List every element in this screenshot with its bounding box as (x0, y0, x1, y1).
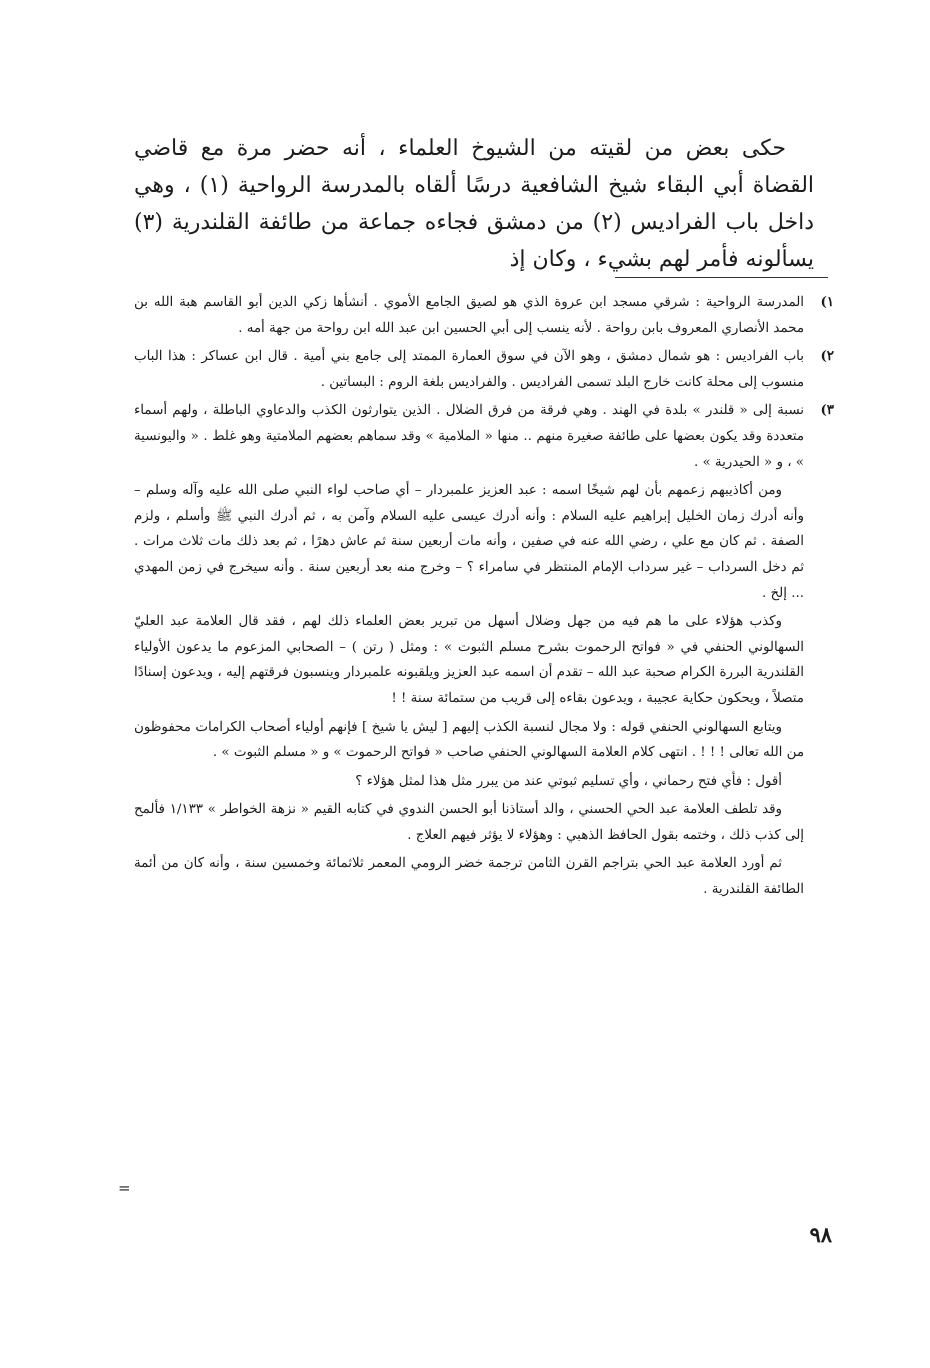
footnote-continuation: أقول : فأي فتح رحماني ، وأي تسليم ثبوتي عند من يبرر مثل هذا لمثل هؤلاء ؟ (355, 773, 782, 789)
footnote-text: نسبة إلى « قلندر » بلدة في الهند . وهي فرقة من فرق الضلال . الذين يتوارثون الكذب والدعاوي الباطلة ، ولهم أسماء متعددة وقد يكون بعضها على طائفة صغيرة منهم .. منها « الملامية » وقد سماهم بعضهم الملامتية وهو غلط . « واليونسية » ، و « الحيدرية » . (134, 403, 804, 470)
footnote-continuation: وكذب هؤلاء على ما هم فيه من جهل وضلال أسهل من تبرير بعض العلماء ذلك لهم ، فقد قال العلامة عبد العليّ السهالوني الحنفي في « فواتح الرحموت بشرح مسلم الثبوت » : ومثل ( رتن ) – الصحابي المزعوم ما يدعون الأولياء القلندرية البررة الكرام صحبة عبد الله – تقدم أن اسمه عبد العزيز ويلقبونه علمبردار وينسبون فرقتهم إليه ، ويدعون إسنادًا متصلاً ، ويحكون حكاية عجيبة ، ويدعون بقاءه إلى قريب من ستمائة سنة ! ! (134, 614, 804, 706)
footnote-text: المدرسة الرواحية : شرقي مسجد ابن عروة الذي هو لصيق الجامع الأموي . أنشأها زكي الدين أبو القاسم هبة الله بن محمد الأنصاري المعروف بابن رواحة . لأنه ينسب إلى أبي الحسين ابن عبد الله ابن رواحة من جهة أمه . (134, 295, 804, 336)
footnote-3 (134, 398, 834, 475)
footnote-number: ٣) (820, 402, 834, 419)
footnote-number: ١) (820, 294, 834, 310)
footnote-number: ٢) (820, 348, 834, 365)
main-paragraph: حكى بعض من لقيته من الشيوخ العلماء ، أنه حضر مرة مع قاضي القضاة أبي البقاء شيخ الشافعية درسًا ألقاه بالمدرسة الرواحية (١) ، وهي داخل باب الفراديس (٢) من دمشق فجاءه جماعة من طائفة القلندرية (٣) يسألونه فأمر لهم بشيء ، وكان إذ (134, 136, 815, 272)
main-text-block (134, 130, 814, 278)
footnote-continuation: ثم أورد العلامة عبد الحي بتراجم القرن الثامن ترجمة خضر الرومي المعمر ثلاثمائة وخمسين سنة ، وأنه كان من أئمة الطائفة القلندرية . (134, 856, 804, 898)
continuation-mark: = (118, 1179, 131, 1197)
footnote-continuation: ومن أكاذيبهم زعمهم بأن لهم شيخًا اسمه : عبد العزيز علمبردار – أي صاحب لواء النبي صلى الله عليه وآله وسلم – وأنه أدرك زمان الخليل إبراهيم عليه السلام : وأنه أدرك عيسى عليه السلام وآمن به ، ثم أدرك النبي ﷺ وأسلم ، ولزم الصفة . ثم كان مع علي ، رضي الله عنه في صفين ، وأنه مات أربعين سنة ثم عاش دهرًا ، ثم بعد ذلك مات ثلاث مرات . ثم دخل السرداب – غير سرداب الإمام المنتظر في سامراء ؟ – وخرج منه بعد أربعين سنة . وأنه سيخرج في زمن المهدي ... إلخ . (134, 483, 804, 601)
footnote-2 (134, 344, 834, 395)
footnote-1 (134, 290, 834, 341)
footnote-separator (615, 277, 828, 278)
footnote-text: باب الفراديس : هو شمال دمشق ، وهو الآن في سوق العمارة الممتد إلى جامع بني أمية . قال ابن عساكر : هذا الباب منسوب إلى محلة كانت خارج البلد تسمى الفراديس . والفراديس بلغة الروم : البساتين . (134, 349, 804, 390)
footnotes-block (134, 290, 834, 906)
footnote-continuation: ويتابع السهالوني الحنفي قوله : ولا مجال لنسبة الكذب إليهم [ ليش يا شيخ ] فإنهم أولياء أصحاب الكرامات محفوظون من الله تعالى ! ! ! . انتهى كلام العلامة السهالوني الحنفي صاحب « فواتح الرحموت » و « مسلم الثبوت » . (134, 719, 804, 761)
page-number: ٩٨ (809, 1222, 832, 1247)
footnote-continuation: وقد تلطف العلامة عبد الحي الحسني ، والد أستاذنا أبو الحسن الندوي في كتابه القيم « نزهة الخواطر » ١/١٣٣ فألمح إلى كذب ذلك ، وختمه بقول الحافظ الذهبي : وهؤلاء لا يؤثر فيهم العلاج . (134, 802, 804, 843)
